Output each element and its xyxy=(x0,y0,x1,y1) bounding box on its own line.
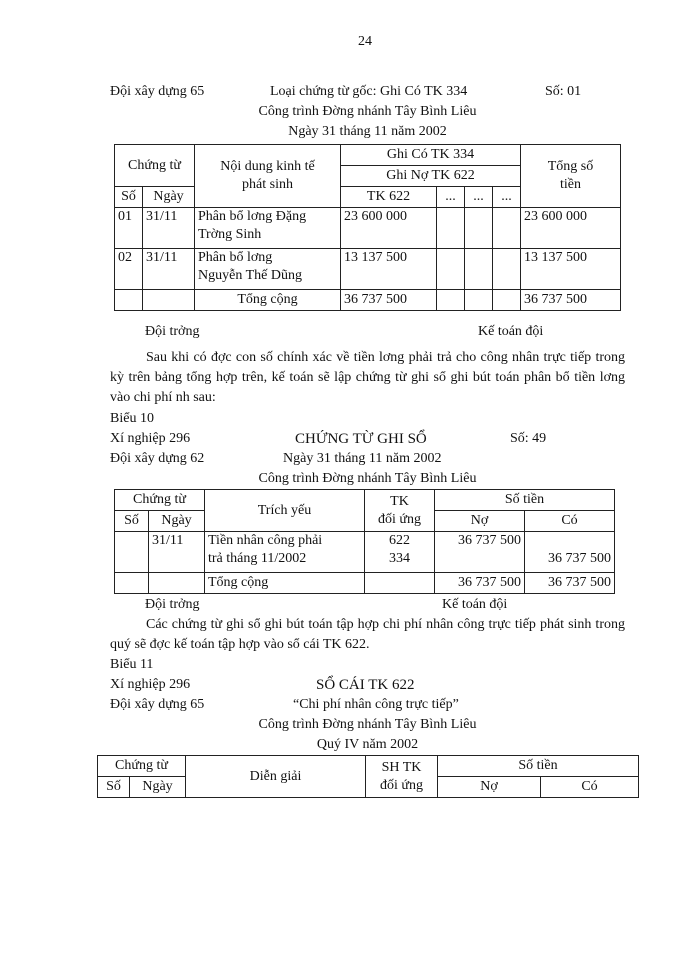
total-row: Tổng cộng 36 737 500 36 737 500 xyxy=(115,290,621,311)
table-so-cai xyxy=(97,755,639,798)
cong-trinh-1: Công trình Đờng nhánh Tây Bình Liêu xyxy=(258,104,477,119)
paragraph-2: Các chứng từ ghi sổ ghi bút toán tập hợp chi phí nhân công trực tiếp phát sinh trong quý sẽ đợc kế toán tập hợp vào sổ cái TK 622. xyxy=(110,617,625,652)
header-ngay: Ngày xyxy=(130,777,186,798)
xi-nghiep-2: Xí nghiệp 296 xyxy=(110,431,191,446)
header-no: Nợ xyxy=(438,777,541,798)
header-dots: ... xyxy=(493,187,521,208)
sign-ke-toan-1: Kế toán đội xyxy=(478,324,544,339)
so-chung-tu-1: Số: 01 xyxy=(545,84,582,99)
xi-nghiep-3: Xí nghiệp 296 xyxy=(110,677,191,692)
header-dots: ... xyxy=(437,187,465,208)
header-so: Số xyxy=(115,187,143,208)
paragraph-1: Sau khi có đợc con số chính xác về tiền lơng phải trả cho công nhân trực tiếp trong kỳ trên bảng tổng hợp trên, kế toán sẽ lập chứng từ ghi sổ ghi bút toán phân bổ tiền lơng vào chi phí nh sau: xyxy=(110,350,625,405)
page-number: 24 xyxy=(358,34,372,49)
subtitle-so-cai: “Chi phí nhân công trực tiếp” xyxy=(293,697,459,712)
bieu-11: Biểu 11 xyxy=(110,657,154,672)
header-co: Có xyxy=(525,511,615,532)
header-tk622: TK 622 xyxy=(341,187,437,208)
sign-doi-truong-2: Đội trởng xyxy=(145,597,200,612)
header-so-tien: Số tiền xyxy=(438,756,639,777)
header-ghi-co: Ghi Có TK 334 xyxy=(341,145,521,166)
title-chung-tu-ghi-so: CHỨNG TỪ GHI SỔ xyxy=(295,431,427,447)
header-ghi-no: Ghi Nợ TK 622 xyxy=(341,166,521,187)
table-chung-tu-goc xyxy=(114,144,621,311)
table-row: 01 31/11 Phân bổ lơng Đặng Trờng Sinh 23 600 000 23 600 000 xyxy=(115,208,621,249)
header-chung-tu: Chứng từ xyxy=(115,145,195,187)
quy: Quý IV năm 2002 xyxy=(316,737,419,752)
doi-xay-dung-3: Đội xây dựng 65 xyxy=(110,697,205,712)
header-no: Nợ xyxy=(435,511,525,532)
header-so-tien: Số tiền xyxy=(435,490,615,511)
ngay-1: Ngày 31 tháng 11 năm 2002 xyxy=(288,124,447,139)
sign-doi-truong-1: Đội trởng xyxy=(145,324,200,339)
header-so: Số xyxy=(115,511,149,532)
header-so: Số xyxy=(98,777,130,798)
header-dien-giai: Diễn giải xyxy=(186,756,366,798)
total-row: Tổng cộng 36 737 500 36 737 500 xyxy=(115,573,615,594)
ngay-2: Ngày 31 tháng 11 năm 2002 xyxy=(283,451,442,466)
header-co: Có xyxy=(541,777,639,798)
cong-trinh-3: Công trình Đờng nhánh Tây Bình Liêu xyxy=(258,717,477,732)
so-chung-tu-2: Số: 49 xyxy=(510,431,547,446)
header-ngay: Ngày xyxy=(143,187,195,208)
table-row: 31/11 Tiền nhân công phải trả tháng 11/2002 622 334 36 737 500 36 737 500 xyxy=(115,532,615,573)
doi-xay-dung-1: Đội xây dựng 65 xyxy=(110,84,205,99)
table-row: 02 31/11 Phân bổ lơng Nguyễn Thế Dũng 13 137 500 13 137 500 xyxy=(115,249,621,290)
loai-chung-tu: Loại chứng từ gốc: Ghi Có TK 334 xyxy=(270,84,468,99)
header-dots: ... xyxy=(465,187,493,208)
header-ngay: Ngày xyxy=(149,511,205,532)
sign-ke-toan-2: Kế toán đội xyxy=(442,597,508,612)
header-shtk: SH TK đối ứng xyxy=(366,756,438,798)
header-chung-tu: Chứng từ xyxy=(115,490,205,511)
table-chung-tu-ghi-so xyxy=(114,489,615,594)
title-so-cai: SỔ CÁI TK 622 xyxy=(316,677,415,693)
cong-trinh-2: Công trình Đờng nhánh Tây Bình Liêu xyxy=(258,471,477,486)
header-trich-yeu: Trích yếu xyxy=(205,490,365,532)
doi-xay-dung-2: Đội xây dựng 62 xyxy=(110,451,205,466)
header-tong-so-tien: Tổng số tiền xyxy=(521,145,621,208)
bieu-10: Biểu 10 xyxy=(110,411,154,426)
header-noi-dung: Nội dung kinh tế phát sinh xyxy=(195,145,341,208)
header-chung-tu: Chứng từ xyxy=(98,756,186,777)
header-tk-doi-ung: TK đối ứng xyxy=(365,490,435,532)
